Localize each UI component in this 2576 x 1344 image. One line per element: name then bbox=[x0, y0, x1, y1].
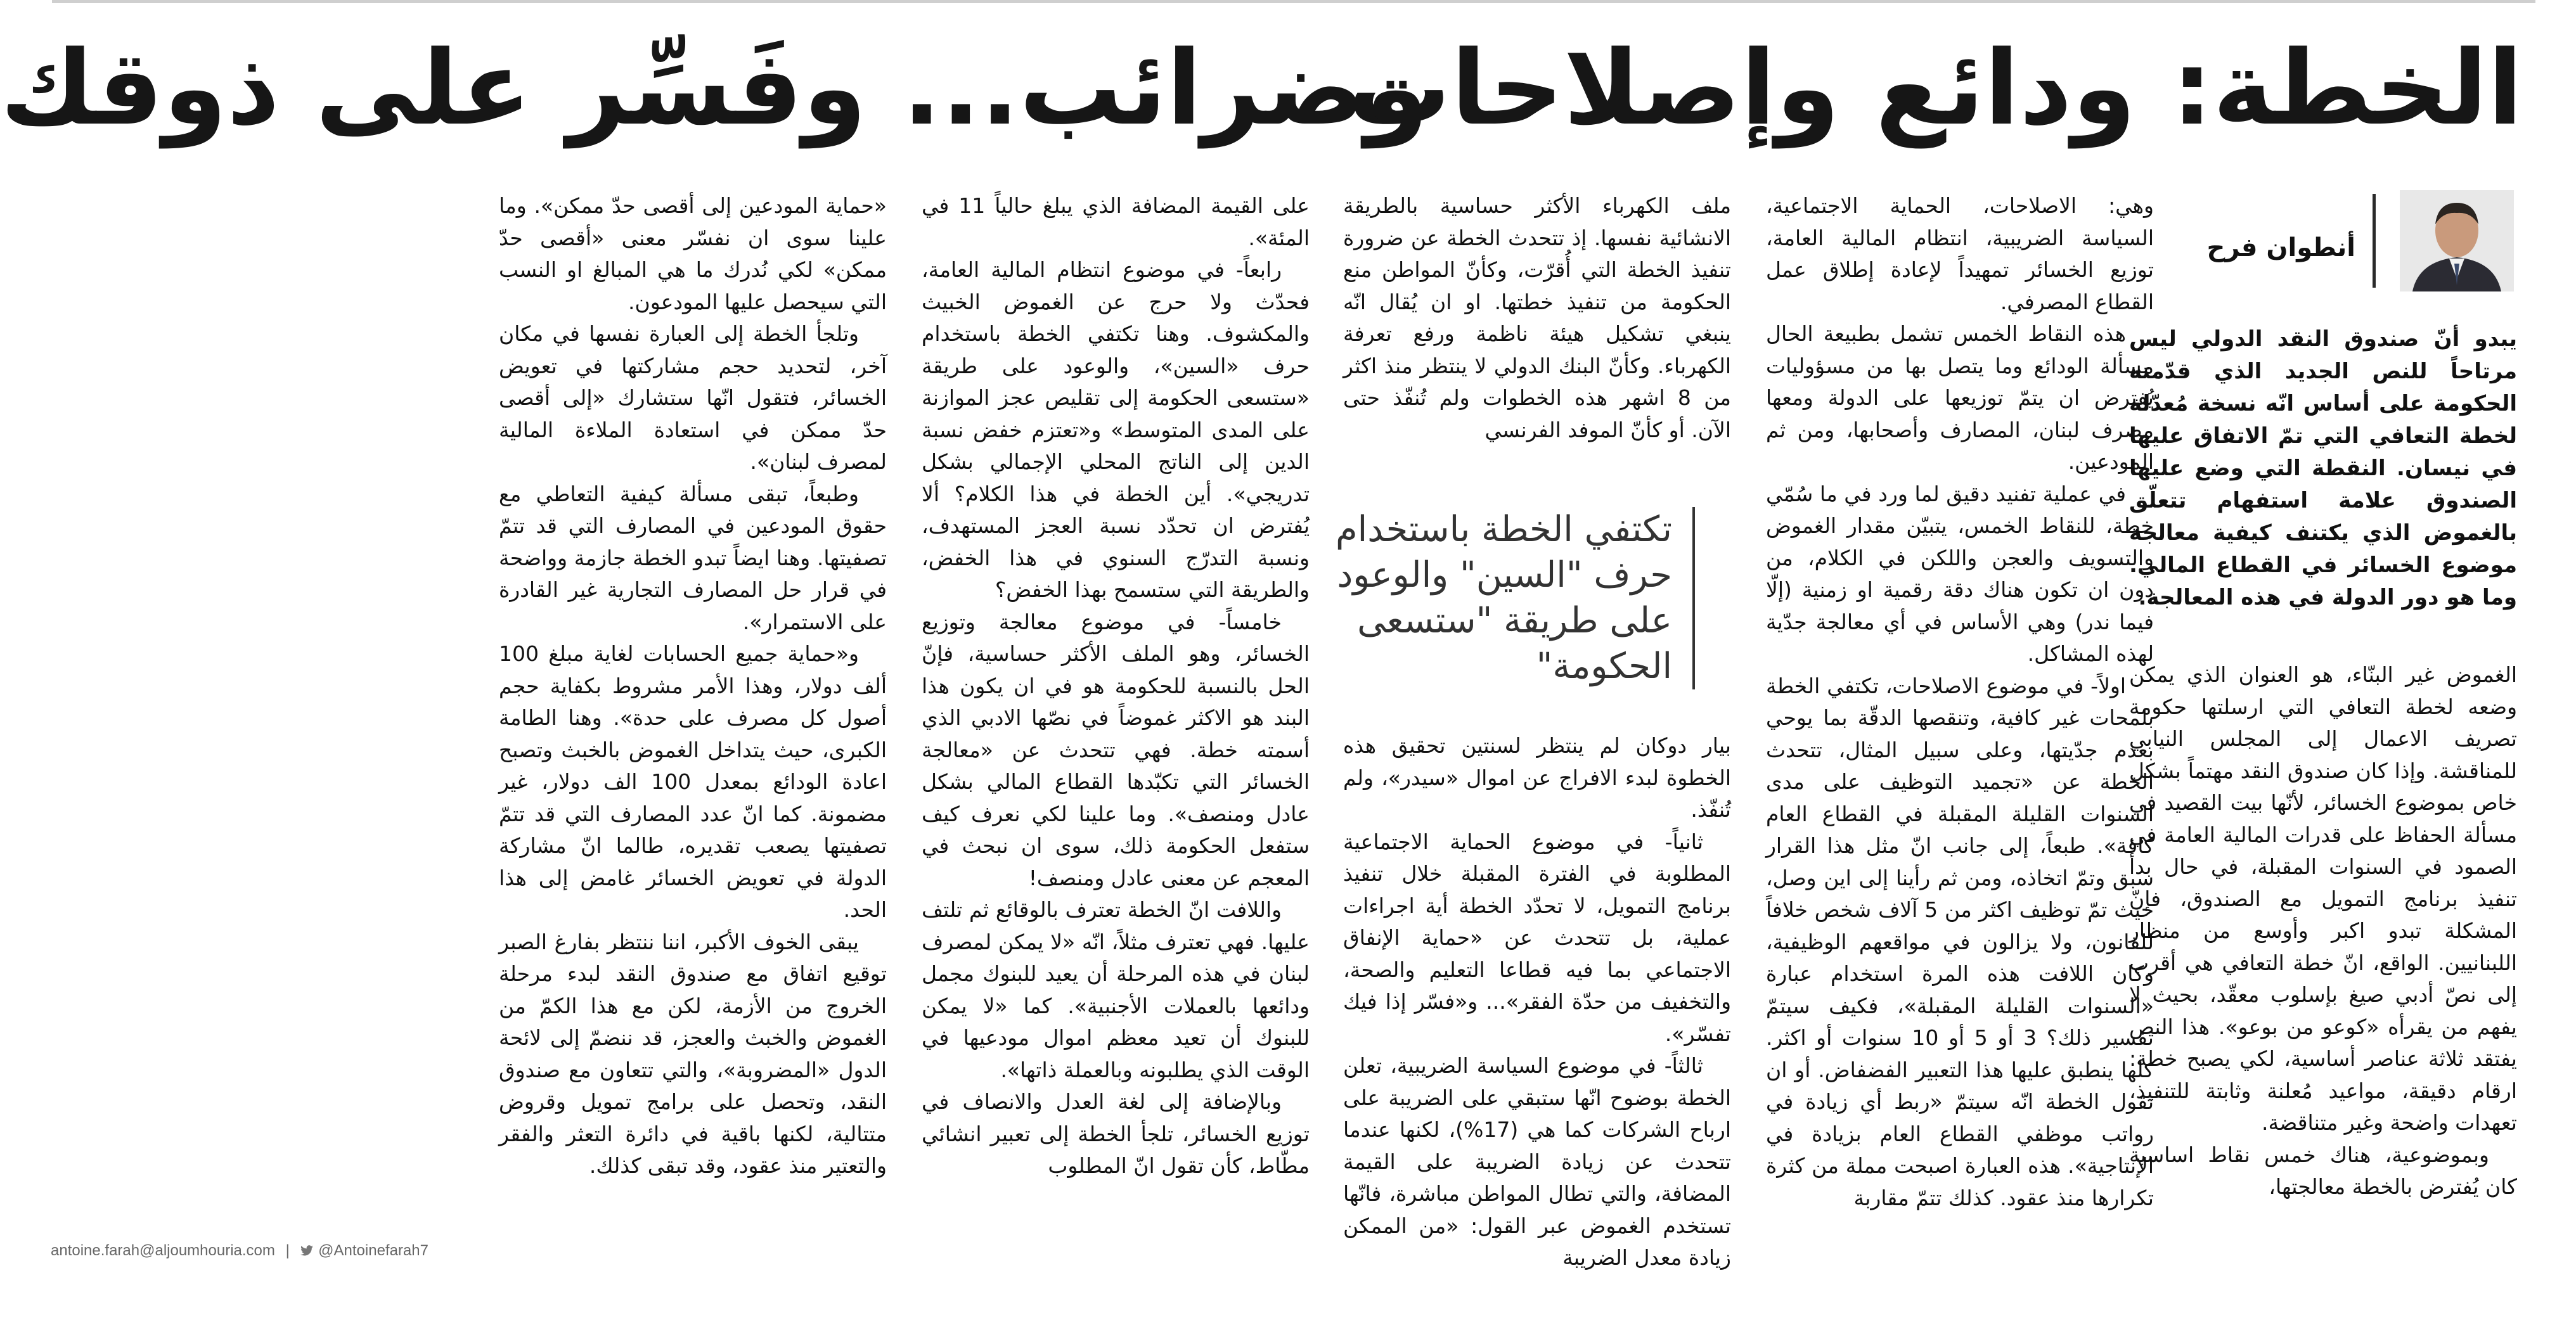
paragraph: ثانياً- في موضوع الحماية الاجتماعية المطلوبة في الفترة المقبلة خلال تنفيذ برنامج التمويل، لا تحدّد الخطة أية اجراءات عملية، بل تتحدث عن «حماية الإنفاق الاجتماعي بما فيه قطاعا التعليم والصحة، والتخفيف من حدّة الفقر»... و«فسّر إذا فيك تفسّر». bbox=[1343, 829, 1731, 1046]
byline-divider bbox=[2373, 194, 2376, 288]
paragraph: يبقى الخوف الأكبر، اننا ننتظر بفارغ الصبر توقيع اتفاق مع صندوق النقد لبدء مرحلة الخروج من الأزمة، لكن مع هذا الكمّ من الغموض والخبث والعجز، قد ننضمّ إلى لائحة الدول «المضروبة»، والتي تتعاون مع صندوق النقد، وتحصل على برامج تمويل وقروض متتالية، لكنها باقية في دائرة التعثر والفقر والتعتير منذ عقود، وقد تبقى كذلك. bbox=[499, 929, 887, 1178]
article-column-3-bottom bbox=[1343, 730, 1731, 1326]
paragraph: ثالثاً- في موضوع السياسة الضريبية، تعلن الخطة بوضوح انّها ستبقي على الضريبة على ارباح الشركات كما هي (17%)، لكنها عندما تتحدث عن زيادة الضريبة على القيمة المضافة، والتي تطال المواطن مباشرة، فانّها تستخدم الغموض عبر القول: «من الممكن زيادة معدل الضريبة bbox=[1343, 1053, 1731, 1270]
article-column-5 bbox=[2129, 659, 2517, 1318]
author-twitter-handle[interactable]: @Antoinefarah7 bbox=[318, 1242, 428, 1259]
paragraph: «حماية المودعين إلى أقصى حدّ ممكن». وما علينا سوى ان نفسّر معنى «أقصى حدّ ممكن» لكي نُدرك ما هي المبالغ او النسب التي سيحصل عليها المودعون. bbox=[499, 193, 887, 314]
paragraph: و«حماية جميع الحسابات لغاية مبلغ 100 ألف دولار، وهذا الأمر مشروط بكفاية حجم أصول كل مصرف على حدة». وهنا الطامة الكبرى، حيث يتداخل الغموض بالخبث وتصبح اعادة الودائع بمعدل 100 الف دولار، غير مضمونة. كما انّ عدد المصارف التي قد تتمّ تصفيتها يصعب تقديره، طالما انّ مشاركة الدولة في تعويض الخسائر غامض إلى هذا الحد. bbox=[499, 641, 887, 922]
author-photo bbox=[2400, 190, 2514, 291]
paragraph: وبالإضافة إلى لغة العدل والانصاف في توزيع الخسائر، تلجأ الخطة إلى تعبير انشائي مطّاط، كأن تقول انّ المطلوب bbox=[922, 1089, 1310, 1178]
footer-separator: | bbox=[285, 1242, 290, 1259]
pull-quote: تكتفي الخطة باستخدام حرف "السين" والوعود على طريقة "ستسعى الحكومة" bbox=[1330, 507, 1695, 689]
author-email[interactable]: antoine.farah@aljoumhouria.com bbox=[51, 1242, 275, 1259]
article-column-2 bbox=[922, 190, 1310, 1318]
paragraph: اولاً- في موضوع الاصلاحات، تكتفي الخطة بلمحات غير كافية، وتنقصها الدقّة بما يوحي بعدم جدّيتها، وعلى سبيل المثال، تتحدث الخطة عن «تجميد التوظيف على مدى السنوات القليلة المقبلة في القطاع العام كافة». طبعاً، إلى جانب انّ مثل هذا القرار سبق وتمّ اتخاذه، ومن ثم رأينا إلى اين وصل، حيث تمّ توظيف اكثر من 5 آلاف شخص خلافاً للقانون، ولا يزالون في مواقعهم الوظيفية، وكان اللافت هذه المرة استخدام عبارة «السنوات القليلة المقبلة»، فكيف سيتمّ تفسير ذلك؟ 3 أو 5 أو 10 سنوات أو اكثر. كلها ينطبق عليها هذا التعبير الفضفاض. أو ان تقول الخطة انّه سيتمّ «ربط أي زيادة في رواتب موظفي القطاع العام بزيادة في الإنتاجية». هذه العبارة اصبحت مملة من كثرة تكرارها منذ عقود. كذلك تتمّ مقاربة bbox=[1766, 673, 2154, 1210]
author-contact bbox=[51, 1242, 428, 1260]
paragraph: وطبعاً، تبقى مسألة كيفية التعاطي مع حقوق المودعين في المصارف التي قد تتمّ تصفيتها. وهنا ايضاً تبدو الخطة جازمة وواضحة في قرار حل المصارف التجارية غير القادرة على الاستمرار». bbox=[499, 481, 887, 634]
top-rule bbox=[52, 0, 2535, 3]
article-column-4 bbox=[1766, 190, 2154, 1318]
twitter-icon bbox=[300, 1242, 318, 1259]
paragraph: وتلجأ الخطة إلى العبارة نفسها في مكان آخر، لتحديد حجم مشاركتها في تعويض الخسائر، فتقول انّها ستشارك «إلى أقصى حدّ ممكن في استعادة الملاءة المالية لمصرف لبنان». bbox=[499, 321, 887, 474]
headline-part-1: الخطة: ودائع وإصلاحات bbox=[1348, 29, 2523, 148]
intro-paragraph: يبدو أنّ صندوق النقد الدولي ليس مرتاحاً للنص الجديد الذي قدّمته الحكومة على أساس انّه نسخة مُعدّلة لخطة التعافي التي تمّ الاتفاق عليها في نيسان. النقطة التي وضع عليها الصندوق علامة استفهام تتعلّق بالغموض الذي يكتنف كيفية معالجة موضوع الخسائر في القطاع المالي. وما هو دور الدولة في هذه المعالجة. bbox=[2129, 326, 2517, 610]
paragraph: رابعاً- في موضوع انتظام المالية العامة، فحدّث ولا حرج عن الغموض الخبيث والمكشوف. وهنا تكتفي الخطة باستخدام حرف «السين»، والوعود على طريقة «ستسعى الحكومة إلى تقليص عجز الموازنة على المدى المتوسط» و«تعتزم خفض نسبة الدين إلى الناتج المحلي الإجمالي بشكل تدريجي». أين الخطة في هذا الكلام؟ ألا يُفترض ان تحدّد نسبة العجز المستهدف، ونسبة التدرّج السنوي في هذا الخفض، والطريقة التي ستسمح بهذا الخفض؟ bbox=[922, 257, 1310, 602]
paragraph: وهي: الاصلاحات، الحماية الاجتماعية، السياسة الضريبية، انتظام المالية العامة، توزيع الخسائر تمهيداً لإعادة إطلاق عمل القطاع المصرفي. bbox=[1766, 193, 2154, 314]
author-byline bbox=[2134, 190, 2514, 291]
paragraph: ملف الكهرباء الأكثر حساسية بالطريقة الانشائية نفسها. إذ تتحدث الخطة عن ضرورة تنفيذ الخطة التي أُقرّت، وكأنّ المواطن منع الحكومة من تنفيذ خطتها. او ان يُقال انّه ينبغي تشكيل هيئة ناظمة ورفع تعرفة الكهرباء. وكأنّ البنك الدولي لا ينتظر منذ اكثر من 8 اشهر هذه الخطوات ولم تُنفّذ حتى الآن. أو كأنّ الموفد الفرنسي bbox=[1343, 193, 1731, 442]
paragraph: وبموضوعية، هناك خمس نقاط اساسية كان يُفترض بالخطة معالجتها، bbox=[2129, 1142, 2517, 1199]
paragraph: خامساً- في موضوع معالجة وتوزيع الخسائر، وهو الملف الأكثر حساسية، فإنّ الحل بالنسبة للحكومة هو في ان يكون هذا البند هو الاكثر غموضاً في نصّها الادبي الذي أسمته خطة. فهي تتحدث عن «معالجة الخسائر التي تكبّدها القطاع المالي بشكل عادل ومنصف». وما علينا لكي نعرف كيف ستفعل الحكومة ذلك، سوى ان نبحث في المعجم عن معنى عادل ومنصف! bbox=[922, 609, 1310, 890]
paragraph: بيار دوكان لم ينتظر لسنتين تحقيق هذه الخطوة لبدء الافراج عن اموال «سيدر»، ولم تُنفّذ. bbox=[1343, 733, 1731, 822]
author-name: أنطوان فرح bbox=[2206, 233, 2355, 262]
headline-part-2: وضرائب... وفَسِّر على ذوقك bbox=[0, 29, 1429, 148]
paragraph: في عملية تفنيد دقيق لما ورد في ما سُمّي خطة، للنقاط الخمس، يتبيّن مقدار الغموض والتسويف والعجن واللكن في الكلام، من دون ان تكون هناك دقة رقمية او زمنية (إلّا فيما ندر) وهي الأساس في أي معالجة جدّية لهذه المشاكل. bbox=[1766, 481, 2154, 666]
paragraph: على القيمة المضافة الذي يبلغ حالياً 11 في المئة». bbox=[922, 193, 1310, 250]
paragraph: الغموض غير البنّاء، هو العنوان الذي يمكن وضعه لخطة التعافي التي ارسلتها حكومة تصريف الاعمال إلى المجلس النيابي للمناقشة. وإذا كان صندوق النقد مهتماً بشكل خاص بموضوع الخسائر، لأنّها بيت القصيد في مسألة الحفاظ على قدرات المالية العامة في الصمود في السنوات المقبلة، في حال بدأ تنفيذ برنامج التمويل مع الصندوق، فإنّ المشكلة تبدو اكبر وأوسع من منظار اللبنانيين. الواقع، انّ خطة التعافي هي أقرب إلى نصّ أدبي صيغ بإسلوب معقّد، بحيث لا يفهم من يقرأه «كوعو من بوعو». هذا النص يفتقد ثلاثة عناصر أساسية، لكي يصبح خطة: ارقام دقيقة، مواعيد مُعلنة وثابتة للتنفيذ، تعهدات واضحة وغير متناقضة. bbox=[2129, 662, 2517, 1135]
paragraph: هذه النقاط الخمس تشمل بطبيعة الحال مسألة الودائع وما يتصل بها من مسؤوليات يُفترض ان يتمّ توزيعها على الدولة ومعها مصرف لبنان، المصارف وأصحابها، ومن ثم المودعين. bbox=[1766, 321, 2154, 474]
article-column-1 bbox=[499, 190, 887, 1318]
paragraph: واللافت انّ الخطة تعترف بالوقائع ثم تلتف عليها. فهي تعترف مثلاً، انّه «لا يمكن لمصرف لبنان في هذه المرحلة أن يعيد للبنوك مجمل ودائعها بالعملات الأجنبية». كما «لا يمكن للبنوك أن تعيد معظم اموال مودعيها في الوقت الذي يطلبونه وبالعملة ذاتها». bbox=[922, 897, 1310, 1082]
